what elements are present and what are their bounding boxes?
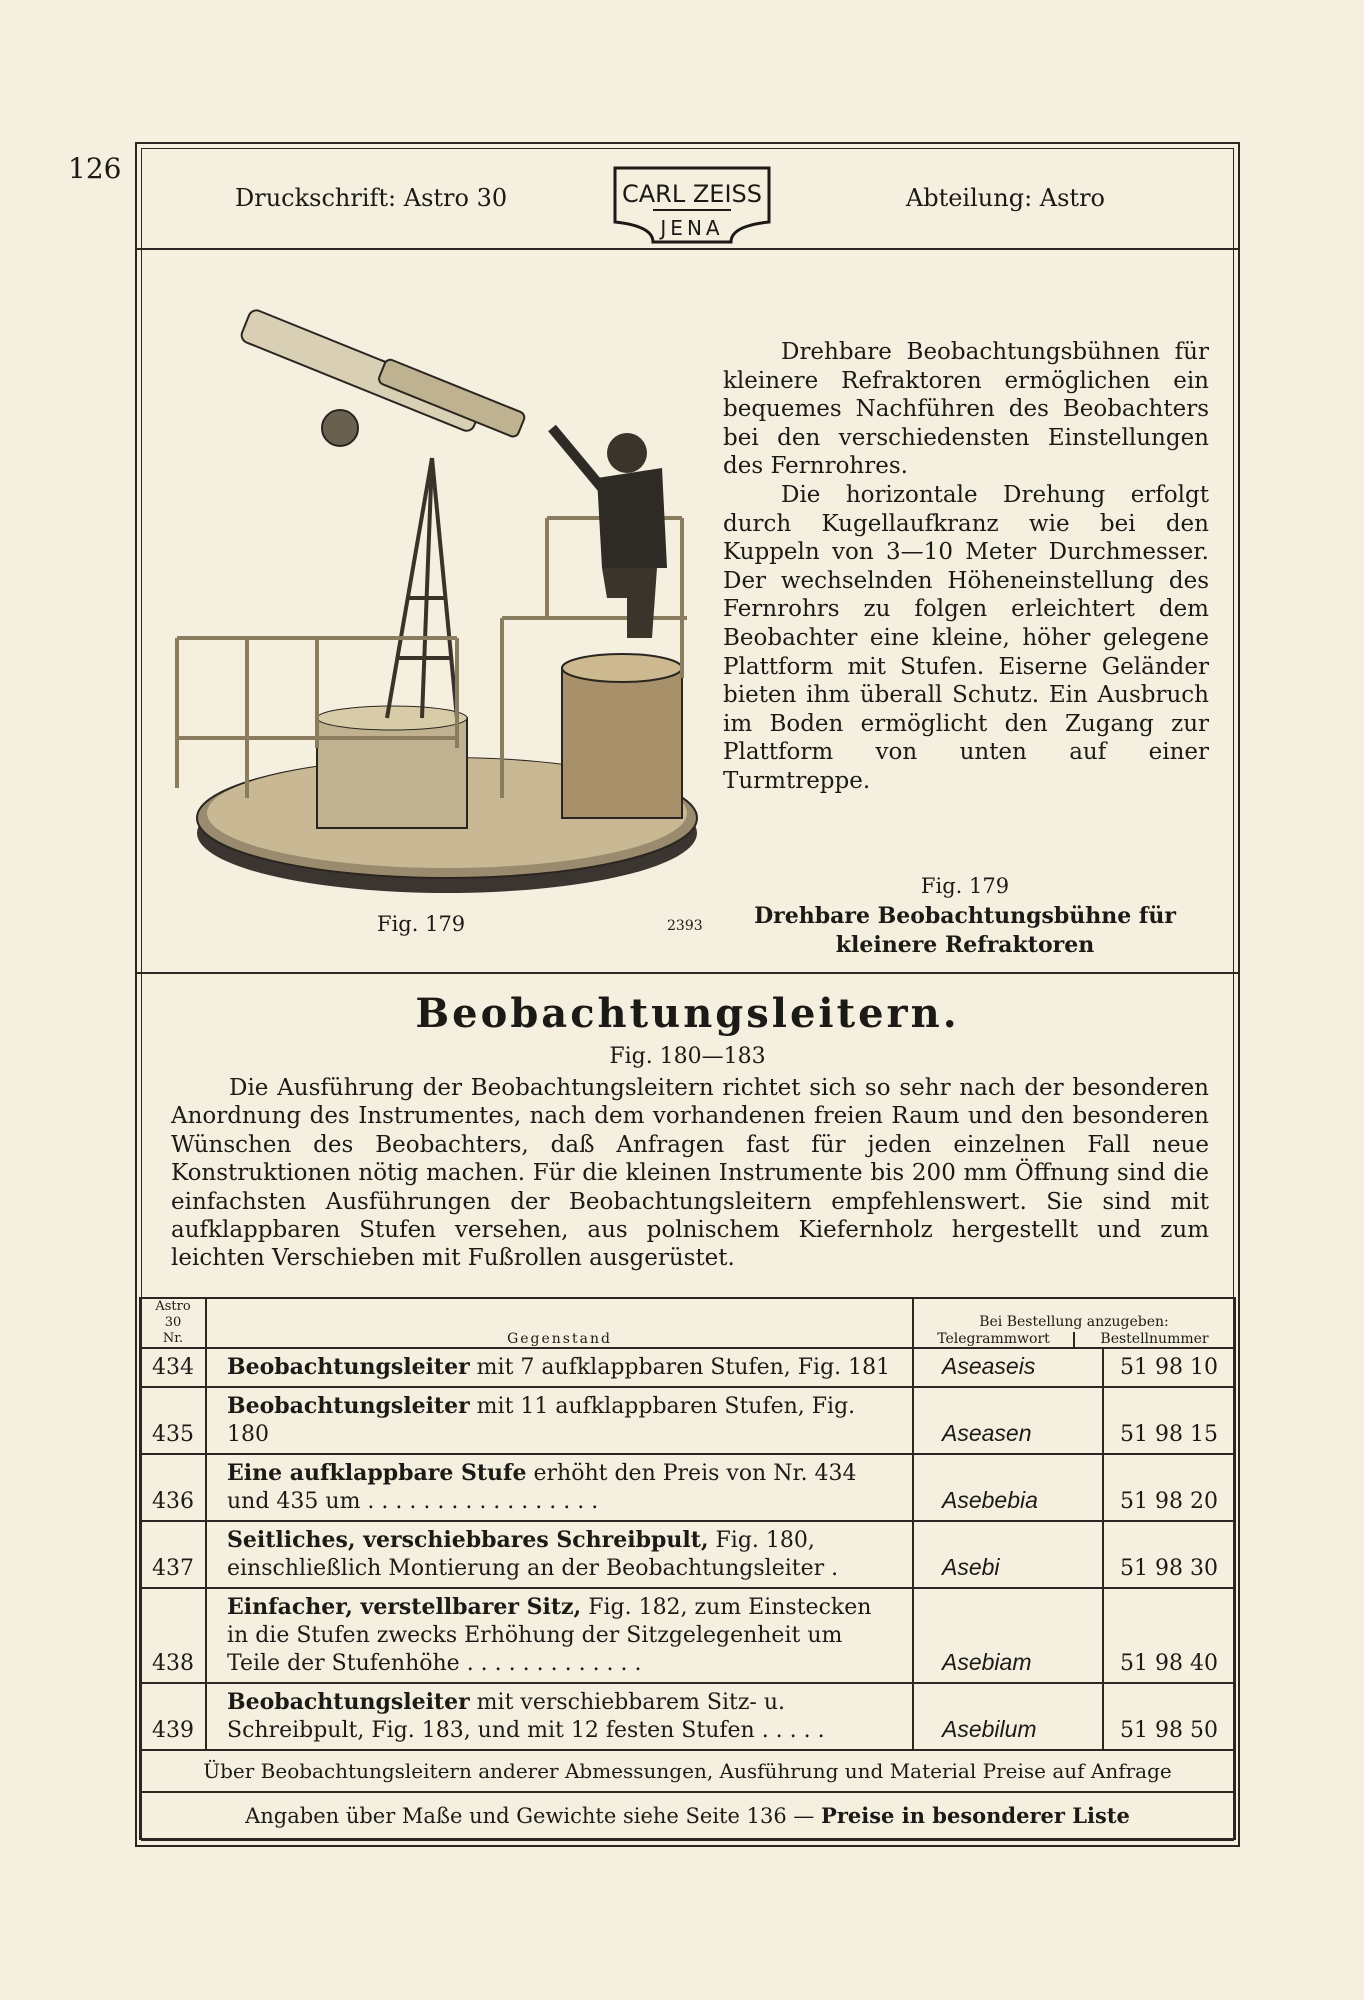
row-telegrammwort: Asebiam	[913, 1588, 1103, 1683]
header-bestellnummer: Bestellnummer	[1100, 1331, 1209, 1347]
row-bestellnummer: 51 98 10	[1103, 1348, 1235, 1387]
header-nr	[140, 1298, 206, 1348]
row-item-text: Fig. 180, einschließlich Montierung an der Beobachtungsleiter .	[227, 1528, 839, 1581]
table-row	[140, 1387, 1235, 1454]
logo-text-bottom: JENA	[660, 216, 724, 240]
row-item	[206, 1588, 913, 1683]
price-table	[139, 1297, 1236, 1840]
row-item	[206, 1454, 913, 1521]
row-telegrammwort: Aseasen	[913, 1387, 1103, 1454]
row-item-bold: Beobachtungsleiter	[227, 1689, 470, 1715]
row-nr: 438	[140, 1588, 206, 1683]
page-header	[137, 144, 1238, 250]
logo-text-top: CARL ZEISS	[621, 180, 763, 208]
row-item	[206, 1387, 913, 1454]
description-paragraph-1: Drehbare Beobachtungsbühnen für kleinere Refraktoren ermöglichen ein bequemes Nachführen des Beobachters bei den verschiedensten Einstellungen des Fernrohres.	[723, 339, 1209, 480]
row-bestellnummer: 51 98 40	[1103, 1588, 1235, 1683]
row-item-text: mit verschiebbarem Sitz- u. Schreibpult, Fig. 183, und mit 12 festen Stufen . . . . .	[227, 1690, 825, 1743]
section-subtitle: Fig. 180—183	[609, 1044, 766, 1069]
header-telegrammwort: Telegrammwort	[914, 1332, 1075, 1347]
row-item-bold: Seitliches, verschiebbares Schreibpult,	[227, 1527, 709, 1553]
figure-section	[137, 248, 1238, 974]
figure-caption-number: Fig. 179	[920, 874, 1010, 898]
row-nr: 434	[140, 1348, 206, 1387]
row-item-text: erhöht den Preis von Nr. 434 und 435 um . . . . . . . . . . . . . . . . .	[227, 1461, 857, 1514]
row-item	[206, 1521, 913, 1588]
carl-zeiss-logo	[607, 162, 777, 246]
row-nr: 435	[140, 1387, 206, 1454]
row-item-bold: Eine aufklappbare Stufe	[227, 1460, 527, 1486]
row-item	[206, 1348, 913, 1387]
header-nr-line2: 30	[164, 1315, 182, 1330]
caption-line-1: Drehbare Beobachtungsbühne für	[754, 903, 1176, 929]
row-bestellnummer: 51 98 50	[1103, 1683, 1235, 1750]
row-item-text: mit 11 aufklappbaren Stufen, Fig. 180	[227, 1394, 856, 1447]
table-note-row	[140, 1750, 1235, 1792]
header-abteilung: Abteilung: Astro	[905, 184, 1105, 212]
row-item-bold: Beobachtungsleiter	[227, 1354, 470, 1380]
row-bestellnummer: 51 98 20	[1103, 1454, 1235, 1521]
row-telegrammwort: Asebebia	[913, 1454, 1103, 1521]
table-note: Über Beobachtungsleitern anderer Abmessungen, Ausführung und Material Preise auf Anfrage	[140, 1750, 1235, 1792]
caption-line-2: kleinere Refraktoren	[835, 932, 1095, 958]
header-order	[913, 1298, 1235, 1348]
header-nr-line1: Astro	[155, 1299, 191, 1314]
row-telegrammwort: Aseaseis	[913, 1348, 1103, 1387]
header-nr-line3: Nr.	[162, 1331, 184, 1346]
description-paragraph-2: Die horizontale Drehung erfolgt durch Kugellaufkranz wie bei den Kuppeln von 3—10 Meter Durchmesser. Der wechselnden Höheneinstellung des Fernrohrs zu folgen erleichtert dem Beobachter eine kleine, höher gelegene Plattform mit Stufen. Eiserne Geländer bieten ihm überall Schutz. Ein Ausbruch im Boden ermöglicht den Zugang zur Plattform von unten auf einer Turmtreppe.	[723, 481, 1209, 794]
table-footer	[140, 1792, 1235, 1839]
row-item	[206, 1683, 913, 1750]
header-druckschrift: Druckschrift: Astro 30	[235, 184, 508, 212]
row-item-bold: Beobachtungsleiter	[227, 1393, 470, 1419]
footer-plain-text: Angaben über Maße und Gewichte siehe Seite 136 —	[245, 1804, 822, 1828]
row-item-text: mit 7 aufklappbaren Stufen, Fig. 181	[469, 1355, 891, 1380]
row-item-bold: Einfacher, verstellbarer Sitz,	[227, 1594, 582, 1620]
row-telegrammwort: Asebi	[913, 1521, 1103, 1588]
intro-paragraph: Die Ausführung der Beobachtungsleitern richtet sich so sehr nach der besonderen Anordnung des Instrumentes, nach dem vorhandenen freien Raum und den besonderen Wünschen des Beobachters, daß Anfragen fast für jeden einzelnen Fall neue Konstruktionen nötig machen. Für die kleinen Instrumente bis 200 mm Öffnung sind die einfachsten Ausführungen der Beobachtungsleitern empfehlenswert. Sie sind mit aufklappbaren Stufen versehen, aus polnischem Kiefernholz hergestellt und zum leichten Verschieben mit Fußrollen ausgerüstet.	[171, 1075, 1209, 1272]
table-row	[140, 1683, 1235, 1750]
figure-label-left: Fig. 179	[377, 912, 466, 936]
section-intro	[171, 1074, 1209, 1273]
header-gegenstand: Gegenstand	[206, 1298, 913, 1348]
row-nr: 436	[140, 1454, 206, 1521]
row-item-text: Fig. 182, zum Einstecken in die Stufen zwecks Erhöhung der Sitzgelegenheit um Teile der Stufenhöhe . . . . . . . . . . . . .	[227, 1595, 872, 1676]
row-bestellnummer: 51 98 30	[1103, 1521, 1235, 1588]
table-footer-row	[140, 1792, 1235, 1839]
page-number: 126	[68, 152, 122, 185]
row-telegrammwort: Asebilum	[913, 1683, 1103, 1750]
figure-caption-title	[725, 902, 1205, 960]
footer-bold-text: Preise in besonderer Liste	[821, 1803, 1130, 1828]
figure-description	[723, 338, 1209, 796]
catalog-frame	[135, 142, 1240, 1847]
table-row	[140, 1588, 1235, 1683]
header-order-title: Bei Bestellung anzugeben:	[979, 1314, 1169, 1330]
row-nr: 439	[140, 1683, 206, 1750]
table-row	[140, 1348, 1235, 1387]
row-nr: 437	[140, 1521, 206, 1588]
observation-platform-illustration	[157, 278, 737, 898]
table-row	[140, 1454, 1235, 1521]
table-header-row	[140, 1298, 1235, 1348]
section-title: Beobachtungsleitern.	[415, 990, 960, 1037]
plate-number: 2393	[667, 918, 703, 934]
row-bestellnummer: 51 98 15	[1103, 1387, 1235, 1454]
table-row	[140, 1521, 1235, 1588]
